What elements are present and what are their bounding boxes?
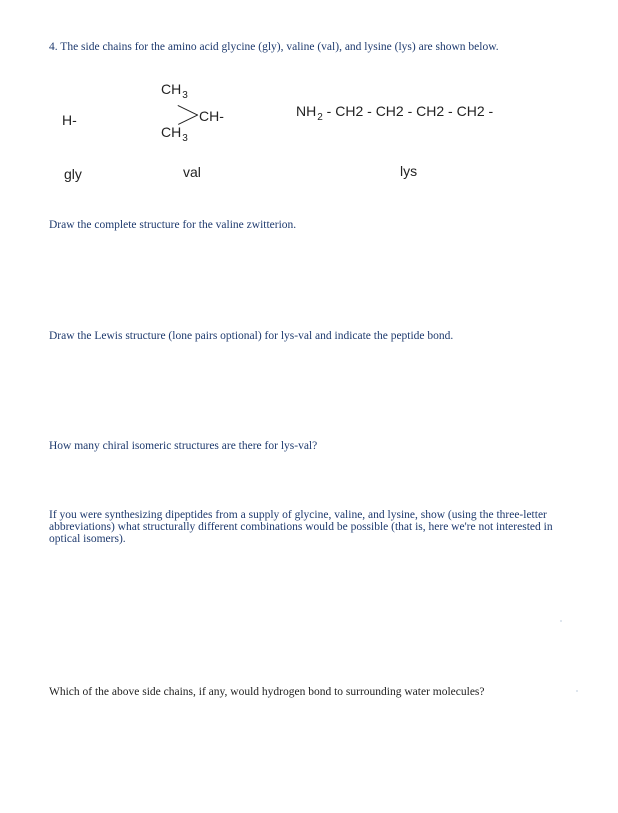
val-top-bond — [178, 105, 198, 116]
question-zwitterion: Draw the complete structure for the valine zwitterion. — [49, 219, 297, 231]
lys-ch2-4: - CH2 - — [444, 103, 494, 119]
lys-structure — [296, 103, 494, 123]
lys-ch2-2: - CH2 — [363, 103, 404, 119]
val-bottom-ch: CH — [161, 124, 182, 140]
val-label: val — [183, 164, 201, 180]
val-center-ch: CH- — [199, 108, 224, 124]
scan-speck — [576, 690, 578, 692]
question-4-intro: 4. The side chains for the amino acid glycine (gly), valine (val), and lysine (lys) are shown below. — [49, 41, 499, 53]
question-hydrogen-bond: Which of the above side chains, if any, would hydrogen bond to surrounding water molecules? — [49, 686, 485, 698]
lys-ch2-1: - CH2 — [322, 103, 364, 119]
gly-label: gly — [64, 166, 82, 182]
lys-ch2-3: - CH2 — [403, 103, 445, 119]
scan-speck — [560, 620, 562, 622]
val-bottom-sub: 3 — [182, 133, 188, 144]
question-lewis-structure: Draw the Lewis structure (lone pairs optional) for lys-val and indicate the peptide bond. — [49, 330, 454, 342]
val-top-methyl — [161, 81, 188, 101]
question-dipeptides: If you were synthesizing dipeptides from a supply of glycine, valine, and lysine, show (using the three-letter abbreviations) what structurally different combinations would be possible (that is, here we're not interested in optical isomers). — [49, 509, 553, 545]
lys-nh2: NH — [296, 103, 317, 119]
question-chiral-isomers: How many chiral isomeric structures are there for lys-val? — [49, 440, 318, 452]
lys-nh2-sub: 2 — [317, 112, 323, 123]
val-top-ch: CH — [161, 81, 182, 97]
lys-label: lys — [400, 163, 418, 179]
gly-structure: H- — [62, 112, 77, 128]
val-bottom-methyl — [161, 124, 188, 144]
val-top-sub: 3 — [182, 90, 188, 101]
